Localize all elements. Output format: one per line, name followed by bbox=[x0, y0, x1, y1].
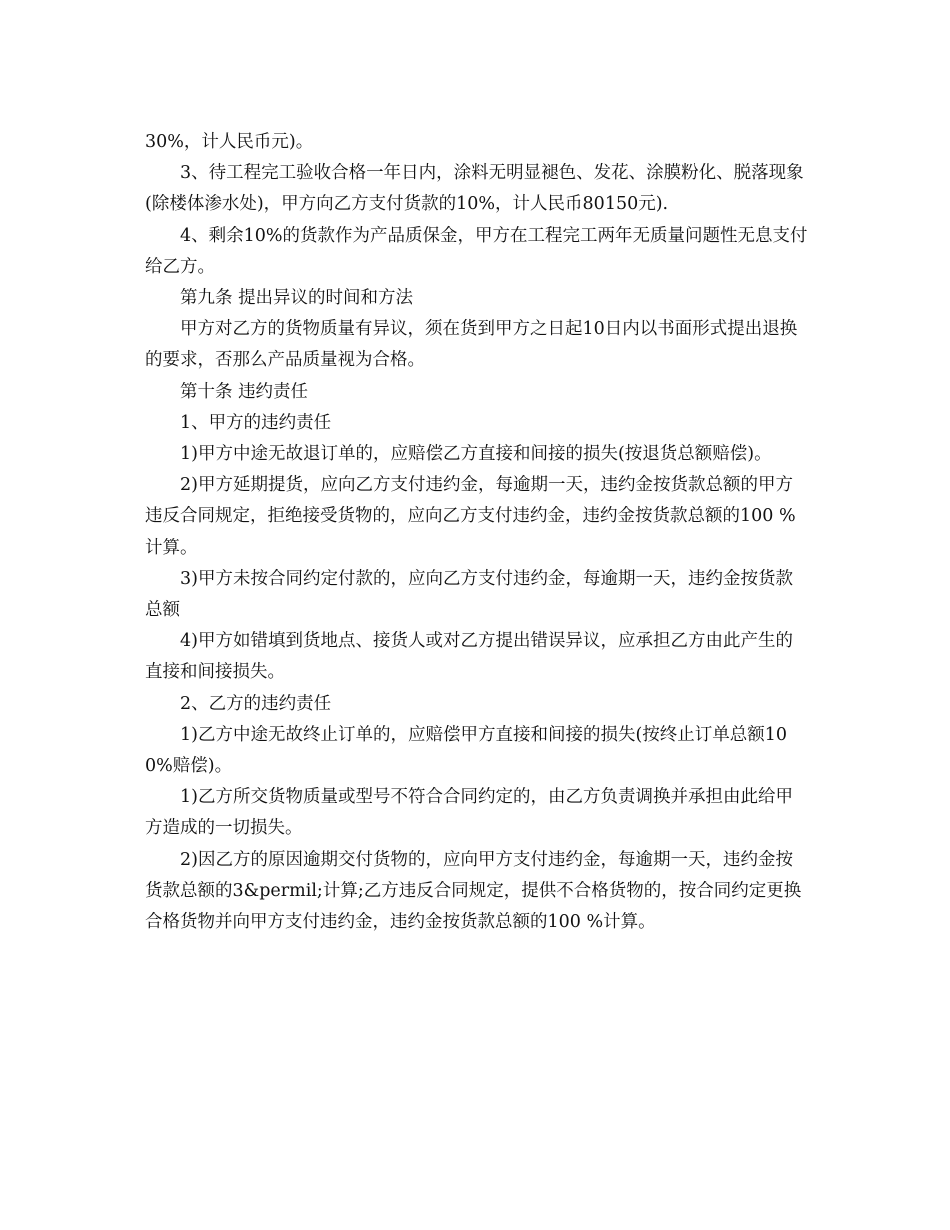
party-a-liability-1: 1)甲方中途无故退订单的，应赔偿乙方直接和间接的损失(按退货总额赔偿)。 bbox=[180, 444, 772, 465]
party-a-liability-3: 3)甲方未按合同约定付款的，应向乙方支付违约金，每逾期一天，违约金按货款总额 bbox=[145, 568, 793, 621]
document-body bbox=[145, 127, 810, 938]
party-b-liability-1b: 1)乙方所交货物质量或型号不符合合同约定的，由乙方负责调换并承担由此给甲方造成的一切损失。 bbox=[145, 787, 793, 839]
paragraph-payment-30: 30%，计人民币元)。 bbox=[145, 132, 314, 152]
party-b-liability-heading: 2、乙方的违约责任 bbox=[180, 693, 332, 714]
party-a-liability-2: 2)甲方延期提货，应向乙方支付违约金，每逾期一天，违约金按货款总额的甲方违反合同规定，拒绝接受货物的，应向乙方支付违约金，违约金按货款总额的100 %计算。 bbox=[145, 475, 796, 558]
party-a-liability-4: 4)甲方如错填到货地点、接货人或对乙方提出错误异议，应承担乙方由此产生的直接和间接损失。 bbox=[145, 631, 793, 683]
article-10-heading: 第十条 违约责任 bbox=[180, 381, 309, 402]
paragraph-objection: 甲方对乙方的货物质量有异议，须在货到甲方之日起10日内以书面形式提出退换的要求，否那么产品质量视为合格。 bbox=[145, 319, 798, 371]
party-a-liability-heading: 1、甲方的违约责任 bbox=[180, 412, 332, 433]
article-9-heading: 第九条 提出异议的时间和方法 bbox=[180, 288, 414, 309]
paragraph-payment-clause-3: 3、待工程完工验收合格一年日内，涂料无明显褪色、发花、涂膜粉化、脱落现象(除楼体渗水处)，甲方向乙方支付货款的10%，计人民币80150元). bbox=[145, 163, 804, 215]
paragraph-payment-clause-4: 4、剩余10%的货款作为产品质保金，甲方在工程完工两年无质量问题性无息支付给乙方。 bbox=[145, 225, 808, 277]
party-b-liability-1a: 1)乙方中途无故终止订单的，应赔偿甲方直接和间接的损失(按终止订单总额100%赔偿)。 bbox=[145, 724, 788, 777]
party-b-liability-2: 2)因乙方的原因逾期交付货物的，应向甲方支付违约金，每逾期一天，违约金按货款总额的3&permil;计算;乙方违反合同规定，提供不合格货物的，按合同约定更换合格货物并向甲方支付违约金，违约金按货款总额的100 %计算。 bbox=[145, 849, 802, 933]
